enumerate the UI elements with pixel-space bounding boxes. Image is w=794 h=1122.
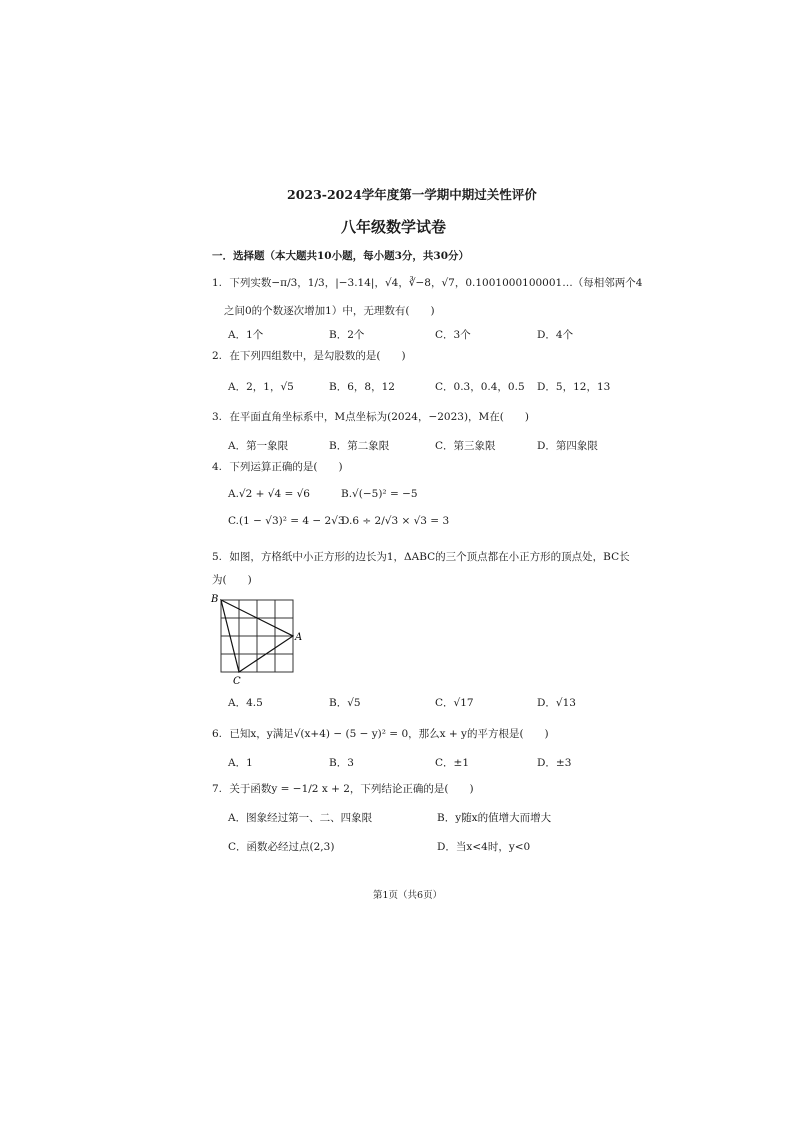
vertex-label-a: A [295,632,303,643]
question-5 [212,550,630,564]
question-2 [212,349,406,363]
question-3 [212,410,529,424]
q7-option-b[interactable]: B．y随x的值增大而增大 [437,812,552,824]
q3-option-c[interactable]: C．第三象限 [435,440,496,452]
question-number: 6. [212,728,223,740]
question-number: 1. [212,277,223,289]
q5-option-b[interactable]: B．√5 [329,697,361,709]
q5-option-d[interactable]: D．√13 [537,697,576,709]
question-7 [212,782,474,796]
question-5-line2: 为( ) [212,574,252,586]
q2-option-b[interactable]: B．6，8，12 [329,381,395,393]
q6-option-d[interactable]: D．±3 [537,757,572,769]
q2-option-d[interactable]: D．5，12，13 [537,381,611,393]
question-stem: 在平面直角坐标系中，M点坐标为(2024，−2023)，M在( ) [229,411,530,423]
vertex-label-b: B [211,594,219,605]
page-footer: 第1页（共6页） [373,890,443,901]
section-heading: 一．选择题（本大题共10小题，每小题3分，共30分） [212,250,470,262]
q7-option-d[interactable]: D．当x<4时，y<0 [437,841,531,853]
q5-option-a[interactable]: A．4.5 [228,697,263,709]
question-number: 3. [212,411,223,423]
question-stem: 如图，方格纸中小正方形的边长为1，ΔABC的三个顶点都在小正方形的顶点处，BC长 [229,551,630,563]
q1-option-d[interactable]: D．4个 [537,329,574,341]
q7-option-c[interactable]: C．函数必经过点(2,3) [228,841,335,853]
question-stem: 下列运算正确的是( ) [229,461,343,473]
q6-option-b[interactable]: B．3 [329,757,354,769]
q4-option-c[interactable]: C.(1 − √3)² = 4 − 2√3 [228,515,345,527]
question-4 [212,460,343,474]
question-stem: 已知x，y满足√(x+4) − (5 − y)² = 0，那么x + y的平方根是( ) [229,728,549,740]
question-6 [212,727,549,741]
question-stem: 下列实数−π/3，1/3，|−3.14|，√4，∛−8，√7，0.1001000100001…（每相邻两个4 [229,277,643,289]
q3-option-a[interactable]: A．第一象限 [228,440,289,452]
question-stem: 关于函数y = −1/2 x + 2，下列结论正确的是( ) [229,783,474,795]
grid-lines [221,600,293,672]
q2-option-a[interactable]: A．2，1，√5 [228,381,294,393]
q3-option-d[interactable]: D．第四象限 [537,440,598,452]
q6-option-a[interactable]: A．1 [228,757,253,769]
question-number: 4. [212,461,223,473]
q7-option-a[interactable]: A．图象经过第一、二、四象限 [228,812,373,824]
question-1 [212,276,642,290]
exam-subtitle: 八年级数学试卷 [341,218,447,236]
question-number: 7. [212,783,223,795]
question-number: 2. [212,350,223,362]
q1-option-b[interactable]: B．2个 [329,329,365,341]
q4-option-b[interactable]: B.√(−5)² = −5 [341,488,418,500]
q1-option-c[interactable]: C．3个 [435,329,471,341]
q5-option-c[interactable]: C．√17 [435,697,474,709]
question-1-line2: 之间0的个数逐次增加1）中，无理数有( ) [224,305,435,317]
exam-title: 2023-2024学年度第一学期中期过关性评价 [287,187,537,202]
question-stem: 在下列四组数中，是勾股数的是( ) [229,350,406,362]
q3-option-b[interactable]: B．第二象限 [329,440,390,452]
question-number: 5. [212,551,223,563]
q1-option-a[interactable]: A．1个 [228,329,264,341]
vertex-label-c: C [233,676,241,687]
q6-option-c[interactable]: C．±1 [435,757,470,769]
q4-option-d[interactable]: D.6 ÷ 2/√3 × √3 = 3 [341,515,450,527]
q2-option-c[interactable]: C．0.3，0.4，0.5 [435,381,525,393]
q4-option-a[interactable]: A.√2 + √4 = √6 [228,488,310,500]
grid-triangle-figure [205,590,315,690]
